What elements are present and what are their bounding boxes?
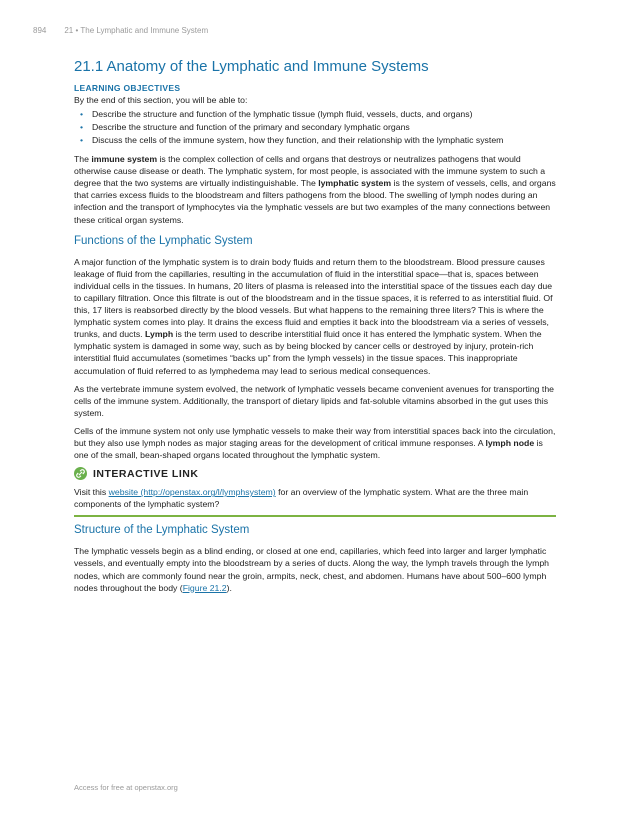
- page-content: [74, 58, 556, 600]
- page-number: 894: [33, 26, 47, 35]
- term-lymph-node: lymph node: [485, 437, 535, 448]
- bullet-icon: •: [80, 135, 84, 146]
- bullet-icon: •: [80, 109, 84, 120]
- figure-link[interactable]: Figure 21.2: [182, 582, 227, 593]
- chapter-title: 21 • The Lymphatic and Immune System: [64, 26, 209, 35]
- functions-paragraph-2: As the vertebrate immune system evolved, the network of lymphatic vessels became convenient avenues for transporting the cells of the immune system. Additionally, the transport of dietary lipids and fat-soluble vitamins absorbed in the gut uses this system.: [74, 383, 554, 418]
- running-header: [33, 26, 208, 35]
- interactive-link-header: [74, 467, 556, 480]
- learning-objectives-list: [74, 108, 556, 147]
- interactive-link-title: INTERACTIVE LINK: [93, 467, 199, 480]
- term-immune-system: immune system: [91, 154, 158, 165]
- functions-paragraph-3: Cells of the immune system not only use lymphatic vessels to make their way from interstitial spaces back into the circulation, but they also use lymph nodes as major staging areas for the development of critical immune responses. A lymph node is one of the small, bean-shaped organs located throughout the lymphatic system.: [74, 425, 556, 461]
- list-item: • Describe the structure and function of the lymphatic tissue (lymph fluid, vessels, ducts, and organs): [80, 109, 473, 120]
- divider: [74, 515, 556, 517]
- learning-objectives-intro: By the end of this section, you will be able to:: [74, 95, 248, 105]
- term-lymphatic-system: lymphatic system: [318, 178, 392, 189]
- list-item: • Describe the structure and function of the primary and secondary lymphatic organs: [80, 122, 410, 133]
- intro-paragraph: The immune system is the complex collection of cells and organs that destroys or neutralizes pathogens that would otherwise cause disease or death. The lymphatic system, for most people, is associated with the immune system to such a degree that the two systems are virtually indistinguishable. The lymphatic system is the system of vessels, cells, and organs that carries excess fluids to the bloodstream and filters pathogens from the blood. The swelling of lymph nodes during an infection and the transport of lymphocytes via the lymphatic vessels are but two examples of the many connections between these critical organ systems.: [74, 154, 556, 225]
- link-icon: [74, 467, 87, 480]
- structure-paragraph: The lymphatic vessels begin as a blind ending, or closed at one end, capillaries, which feed into larger and larger lymphatic vessels, and eventually empty into the bloodstream by a series of ducts. Along the way, the lymph travels through the lymph nodes, which are commonly found near the groin, armpits, neck, chest, and abdomen. Humans have about 500–600 lymph nodes throughout the body (Figure 21.2).: [74, 546, 550, 593]
- interactive-link-text: Visit this website (http://openstax.org/l/lymphsystem) for an overview of the lymphatic system. What are the three main components of the lymphatic system?: [74, 487, 529, 510]
- learning-objectives-heading: LEARNING OBJECTIVES: [74, 83, 181, 93]
- bullet-icon: •: [80, 122, 84, 133]
- page-footer: Access for free at openstax.org: [74, 783, 178, 792]
- website-link[interactable]: website (http://openstax.org/l/lymphsystem): [108, 487, 276, 498]
- functions-paragraph-1: A major function of the lymphatic system is to drain body fluids and return them to the bloodstream. Blood pressure causes leakage of fluid from the capillaries, resulting in the accumulation of fluid in the interstitial space—that is, spaces between individual cells in the tissues. In humans, 20 liters of plasma is released into the interstitial space of the tissues each day due to capillary filtration. Once this filtrate is out of the bloodstream and in the tissue spaces, it is referred to as interstitial fluid. Of this, 17 liters is reabsorbed directly by the blood vessels. But what happens to the remaining three liters? This is where the lymphatic system comes into play. It drains the excess fluid and empties it back into the bloodstream via a series of vessels, trunks, and ducts. Lymph is the term used to describe interstitial fluid once it has entered the lymphatic system. When the lymphatic system is damaged in some way, such as by being blocked by cancer cells or destroyed by injury, protein-rich interstitial fluid accumulates (sometimes “backs up” from the lymph vessels) in the tissue spaces. This inappropriate accumulation of fluid referred to as lymphedema may lead to serious medical consequences.: [74, 256, 553, 376]
- term-lymph: Lymph: [145, 329, 174, 340]
- section-title: 21.1 Anatomy of the Lymphatic and Immune Systems: [74, 58, 429, 75]
- list-item: • Discuss the cells of the immune system, how they function, and their relationship with the lymphatic system: [80, 135, 504, 146]
- structure-heading: Structure of the Lymphatic System: [74, 524, 250, 537]
- functions-heading: Functions of the Lymphatic System: [74, 234, 253, 247]
